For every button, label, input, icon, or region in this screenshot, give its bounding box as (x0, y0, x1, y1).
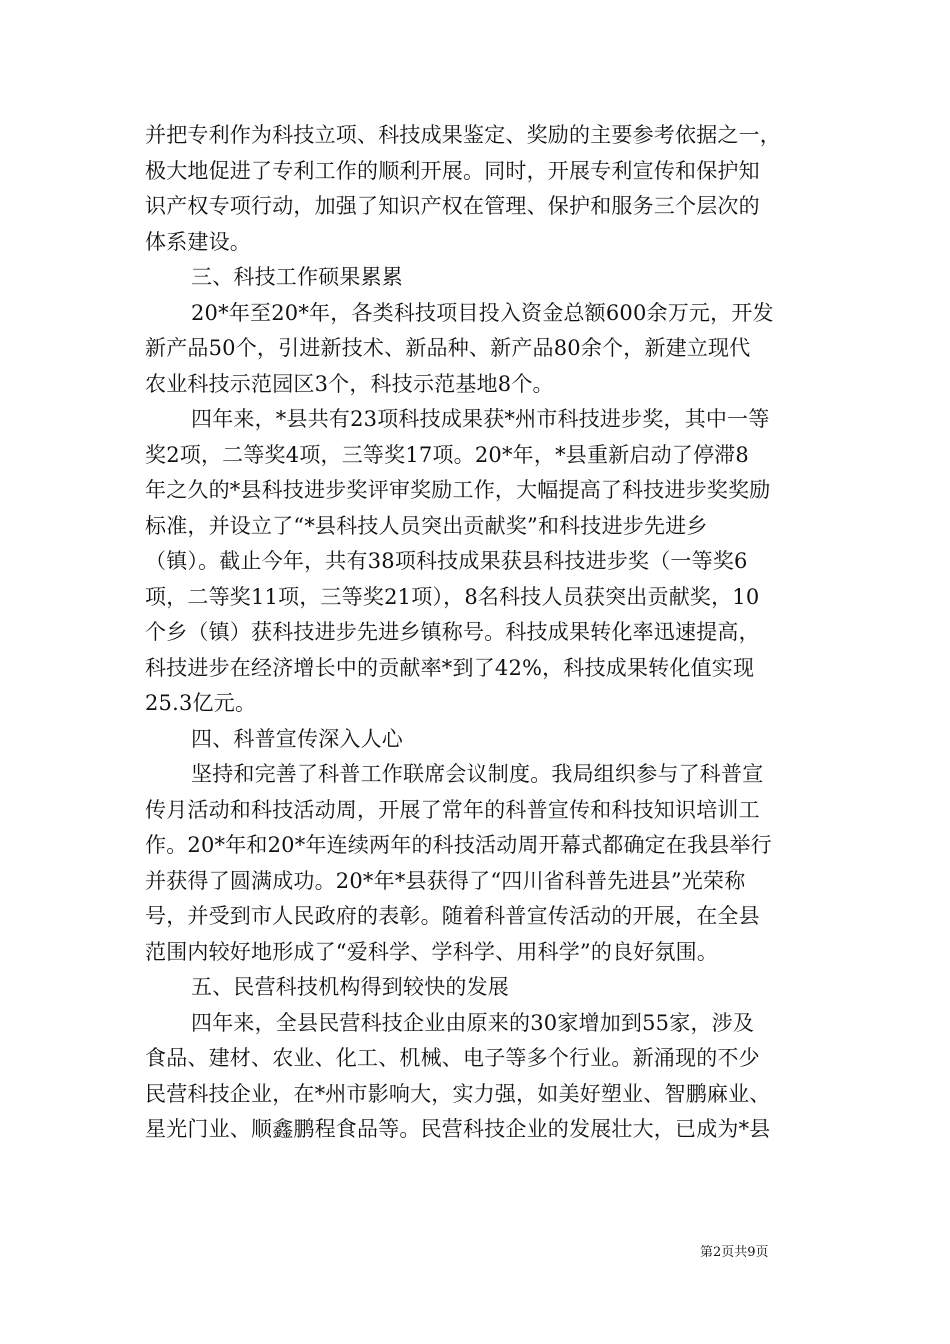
text-line: （镇）。截止今年，共有38项科技成果获县科技进步奖（一等奖6 (145, 549, 748, 573)
text-line: 四年来，全县民营科技企业由原来的30家增加到55家，涉及 (191, 1010, 755, 1035)
document-body (145, 118, 815, 1148)
text-line: 并把专利作为科技立项、科技成果鉴定、奖励的主要参考依据之一， (145, 123, 781, 147)
text-line: 奖2项，二等奖4项，三等奖17项。20*年，*县重新启动了停滞8 (145, 442, 749, 467)
text-line: 四年来，*县共有23项科技成果获*州市科技进步奖，其中一等 (191, 407, 770, 431)
text-line: 食品、建材、农业、化工、机械、电子等多个行业。新涌现的不少 (145, 1046, 760, 1070)
text-line: 项，二等奖11项，三等奖21项），8名科技人员获突出贡献奖，10 (145, 584, 760, 609)
text-line: 识产权专项行动，加强了知识产权在管理、保护和服务三个层次的 (145, 194, 760, 218)
page-number-footer: 第2页共9页 (700, 1245, 769, 1260)
text-line: 25.3亿元。 (145, 691, 257, 715)
text-line: 标准，并设立了“*县科技人员突出贡献奖”和科技进步先进乡 (145, 513, 708, 538)
text-line: 坚持和完善了科普工作联席会议制度。我局组织参与了科普宣 (191, 762, 764, 786)
text-line: 作。20*年和20*年连续两年的科技活动周开幕式都确定在我县举行 (145, 833, 772, 857)
text-line: 科技进步在经济增长中的贡献率*到了42%，科技成果转化值实现 (145, 655, 755, 680)
text-line: 星光门业、顺鑫鹏程食品等。民营科技企业的发展壮大，已成为*县 (145, 1117, 771, 1141)
text-line: 年之久的*县科技进步奖评审奖励工作，大幅提高了科技进步奖奖励 (145, 478, 771, 502)
text-line: 五、民营科技机构得到较快的发展 (191, 975, 509, 999)
text-line: 农业科技示范园区3个，科技示范基地8个。 (145, 371, 554, 396)
text-line: 20*年至20*年，各类科技项目投入资金总额600余万元，开发 (191, 300, 774, 325)
text-line: 民营科技企业，在*州市影响大，实力强，如美好塑业、智鹏麻业、 (145, 1081, 771, 1106)
text-line: 新产品50个，引进新技术、新品种、新产品80余个，新建立现代 (145, 336, 751, 360)
text-line: 并获得了圆满成功。20*年*县获得了“四川省科普先进县”光荣称 (145, 868, 746, 893)
text-line: 号，并受到市人民政府的表彰。随着科普宣传活动的开展，在全县 (145, 904, 760, 928)
text-line: 极大地促进了专利工作的顺利开展。同时，开展专利宣传和保护知 (145, 158, 760, 183)
text-line: 四、科普宣传深入人心 (191, 726, 403, 751)
text-line: 传月活动和科技活动周，开展了常年的科普宣传和科技知识培训工 (145, 797, 760, 822)
text-line: 个乡（镇）获科技进步先进乡镇称号。科技成果转化率迅速提高， (145, 620, 760, 644)
text-line: 体系建设。 (145, 229, 251, 254)
text-line: 范围内较好地形成了“爱科学、学科学、用科学”的良好氛围。 (145, 939, 719, 964)
text-line: 三、科技工作硕果累累 (191, 265, 403, 289)
